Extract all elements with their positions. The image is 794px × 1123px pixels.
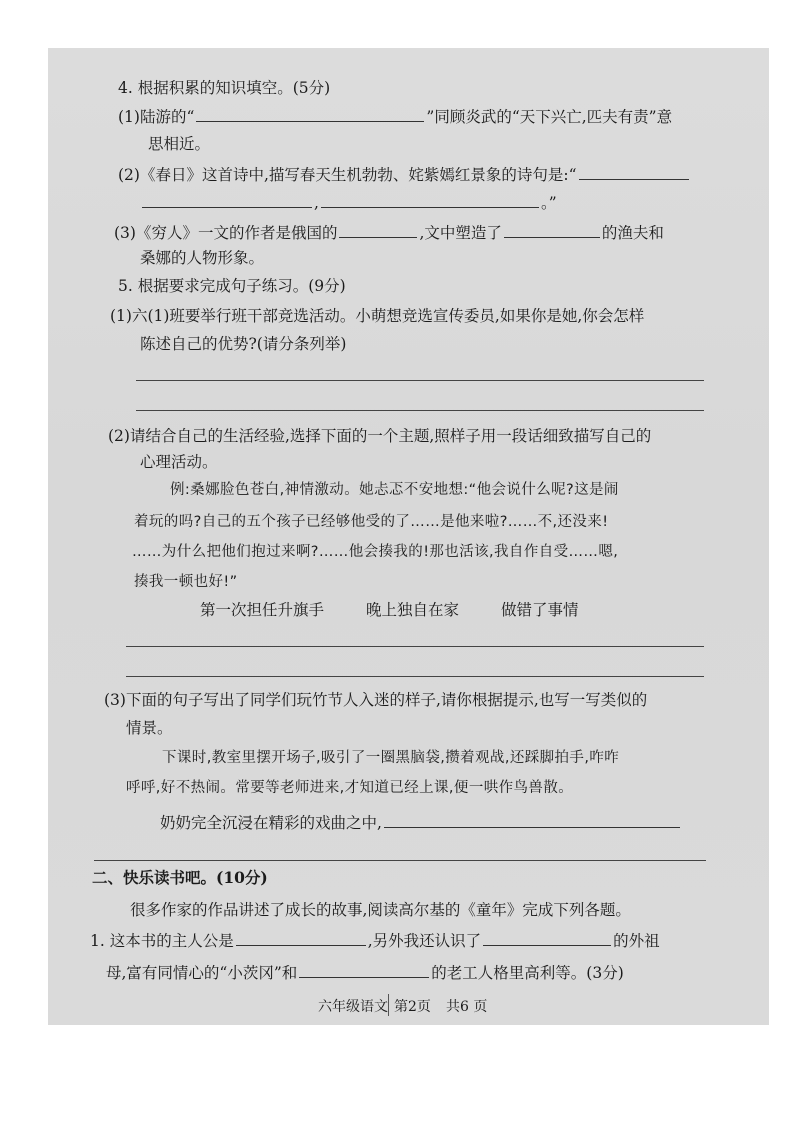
example-line: 着玩的吗?自己的五个孩子已经够他受的了……是他来啦?……不,还没来! [134,514,609,530]
q4-item1-cont: 思相近。 [148,135,211,153]
blank[interactable] [299,962,429,978]
blank[interactable] [504,222,600,238]
answer-line[interactable] [136,410,704,411]
sample-sentence: 呼呼,好不热闹。常要等老师进来,才知道已经上课,便一哄作鸟兽散。 [126,780,574,796]
exam-page-photo [48,48,769,1025]
q5-prompt: 奶奶完全沉浸在精彩的戏曲之中, [160,812,682,833]
footer-subject: 六年级语文 [318,999,388,1015]
answer-line[interactable] [136,380,704,381]
answer-line[interactable] [126,676,704,677]
q5-item1: (1)六(1)班要举行班干部竞选活动。小萌想竞选宣传委员,如果你是她,你会怎样 [110,307,645,325]
q4-item2-cont: , 。” [140,192,557,213]
q4-item3-cont: 桑娜的人物形象。 [140,249,265,267]
q5-item1-cont: 陈述自己的优势?(请分条列举) [140,335,347,353]
q4-title: 4. 根据积累的知识填空。(5分) [118,79,331,97]
q5-item3: (3)下面的句子写出了同学们玩竹节人入迷的样子,请你根据提示,也写一写类似的 [104,691,648,709]
section-intro: 很多作家的作品讲述了成长的故事,阅读高尔基的《童年》完成下列各题。 [130,901,631,919]
answer-line[interactable] [94,860,706,861]
theme-option[interactable]: 第一次担任升旗手 [200,601,325,619]
sec2-q1-cont: 母,富有同情心的“小茨冈”和 的老工人格里高利等。(3分) [106,964,624,982]
blank[interactable] [321,192,539,208]
example-line: ……为什么把他们抱过来啊?……他会揍我的!那也活该,我自作自受……嗯, [132,544,619,560]
theme-option[interactable]: 做错了事情 [501,601,579,619]
sec2-q1: 1. 这本书的主人公是 ,另外我还认识了 的外祖 [90,932,660,950]
q4-item3: (3)《穷人》一文的作者是俄国的 ,文中塑造了 的渔夫和 [114,224,664,242]
footer-total: 共6 页 [446,999,488,1015]
q5-item2: (2)请结合自己的生活经验,选择下面的一个主题,照样子用一段话细致描写自己的 [108,427,652,445]
answer-line[interactable] [126,646,704,647]
section-title: 二、快乐读书吧。(10分) [92,868,268,887]
footer-divider [388,994,389,1016]
q5-item3-cont: 情景。 [126,719,173,737]
q5-item2-cont: 心理活动。 [140,453,218,471]
sample-sentence: 下课时,教室里摆开场子,吸引了一圈黑脑袋,攒着观战,还踩脚拍手,咋咋 [162,750,620,766]
q4-item1: (1)陆游的“ ”同顾炎武的“天下兴亡,匹夫有责”意 [118,108,673,126]
theme-option[interactable]: 晚上独自在家 [366,601,460,619]
blank[interactable] [196,106,424,122]
blank[interactable] [384,812,680,828]
footer-page: 第2页 [394,999,431,1015]
blank[interactable] [142,192,312,208]
blank[interactable] [339,222,417,238]
q4-item2: (2)《春日》这首诗中,描写春天生机勃勃、姹紫嫣红景象的诗句是:“ [118,164,691,185]
blank[interactable] [483,930,611,946]
blank[interactable] [236,930,366,946]
example-line: 例:桑娜脸色苍白,神情激动。她忐忑不安地想:“他会说什么呢?这是闹 [170,482,619,498]
example-line: 揍我一顿也好!” [134,574,238,590]
blank[interactable] [579,164,689,180]
q5-title: 5. 根据要求完成句子练习。(9分) [118,277,346,295]
